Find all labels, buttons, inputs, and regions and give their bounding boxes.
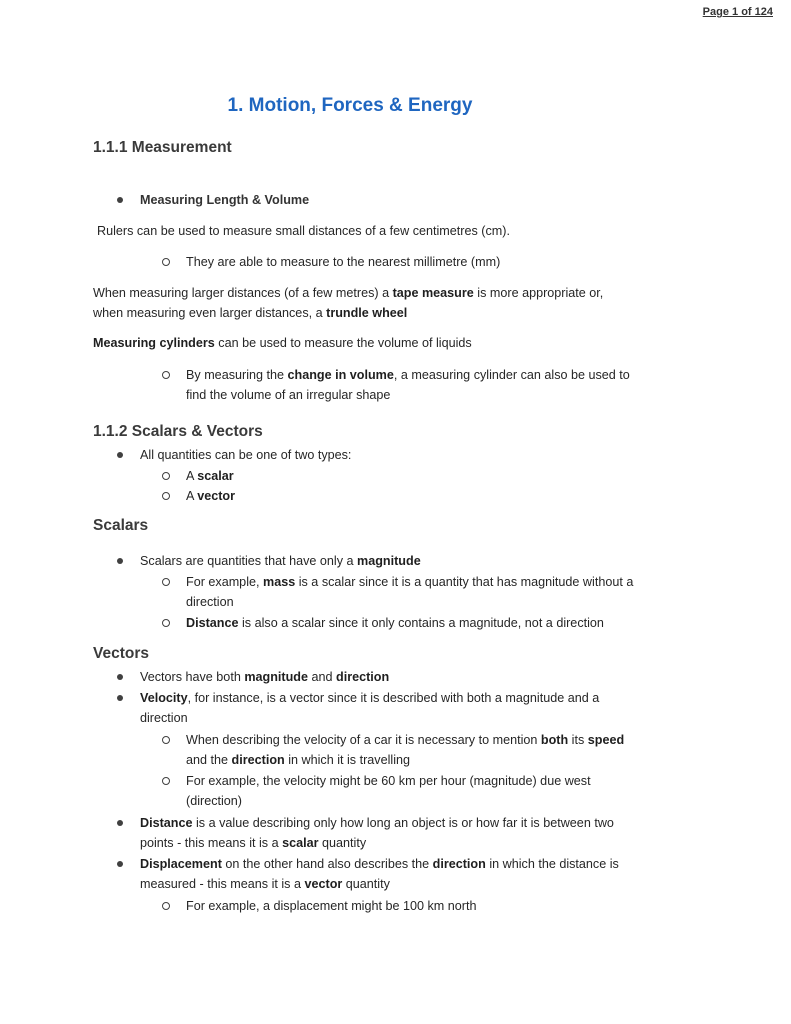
sub-bullet-mass-scalar-cont: direction bbox=[186, 595, 234, 609]
bullet-scalars-magnitude: Scalars are quantities that have only a magnitude bbox=[140, 551, 421, 571]
sub-bullet-scalar: A scalar bbox=[186, 466, 234, 486]
section-heading-vectors: Vectors bbox=[93, 645, 150, 662]
bullet-two-types: All quantities can be one of two types: bbox=[140, 445, 351, 465]
bullet-distance-scalar: Distance is a value describing only how long an object is or how far it is between two bbox=[140, 813, 614, 833]
section-heading-measurement: 1.1.1 Measurement bbox=[93, 139, 232, 156]
sub-bullet-car-velocity-cont: and the direction in which it is travelling bbox=[186, 753, 411, 767]
paragraph-larger-distances-2: when measuring even larger distances, a trundle wheel bbox=[93, 306, 408, 320]
document-title: 1. Motion, Forces & Energy bbox=[227, 95, 473, 116]
sub-bullet-distance-scalar: Distance is also a scalar since it only contains a magnitude, not a direction bbox=[186, 613, 604, 633]
bullet-displacement-vector-cont: measured - this means it is a vector quantity bbox=[140, 877, 390, 891]
section-heading-scalars: Scalars bbox=[93, 517, 149, 534]
paragraph-rulers: Rulers can be used to measure small distances of a few centimetres (cm). bbox=[97, 224, 510, 238]
bullet-velocity-vector-cont: direction bbox=[140, 711, 188, 725]
sub-bullet-car-velocity: When describing the velocity of a car it is necessary to mention both its speed bbox=[186, 730, 624, 750]
sub-bullet-velocity-example: For example, the velocity might be 60 km per hour (magnitude) due west bbox=[186, 771, 591, 791]
page-number: Page 1 of 124 bbox=[702, 6, 773, 18]
sub-bullet-vector: A vector bbox=[186, 486, 235, 506]
bullet-measuring-length: Measuring Length & Volume bbox=[140, 190, 309, 210]
bullet-displacement-vector: Displacement on the other hand also describes the direction in which the distance is bbox=[140, 854, 619, 874]
sub-bullet-displacement-example: For example, a displacement might be 100 km north bbox=[186, 896, 477, 916]
section-heading-scalars-vectors: 1.1.2 Scalars & Vectors bbox=[93, 423, 263, 440]
bullet-distance-scalar-cont: points - this means it is a scalar quantity bbox=[140, 836, 367, 850]
sub-bullet-velocity-example-cont: (direction) bbox=[186, 794, 242, 808]
paragraph-measuring-cylinders: Measuring cylinders can be used to measure the volume of liquids bbox=[93, 336, 472, 350]
bullet-vectors-magnitude-direction: Vectors have both magnitude and direction bbox=[140, 667, 389, 687]
sub-bullet-mass-scalar: For example, mass is a scalar since it is a quantity that has magnitude without a bbox=[186, 572, 633, 592]
sub-bullet-change-volume: By measuring the change in volume, a measuring cylinder can also be used to bbox=[186, 365, 630, 385]
sub-bullet-millimetre: They are able to measure to the nearest millimetre (mm) bbox=[186, 252, 500, 272]
sub-bullet-change-volume-cont: find the volume of an irregular shape bbox=[186, 388, 391, 402]
bullet-velocity-vector: Velocity, for instance, is a vector since it is described with both a magnitude and a bbox=[140, 688, 599, 708]
paragraph-larger-distances-1: When measuring larger distances (of a few metres) a tape measure is more appropriate or, bbox=[93, 286, 604, 300]
